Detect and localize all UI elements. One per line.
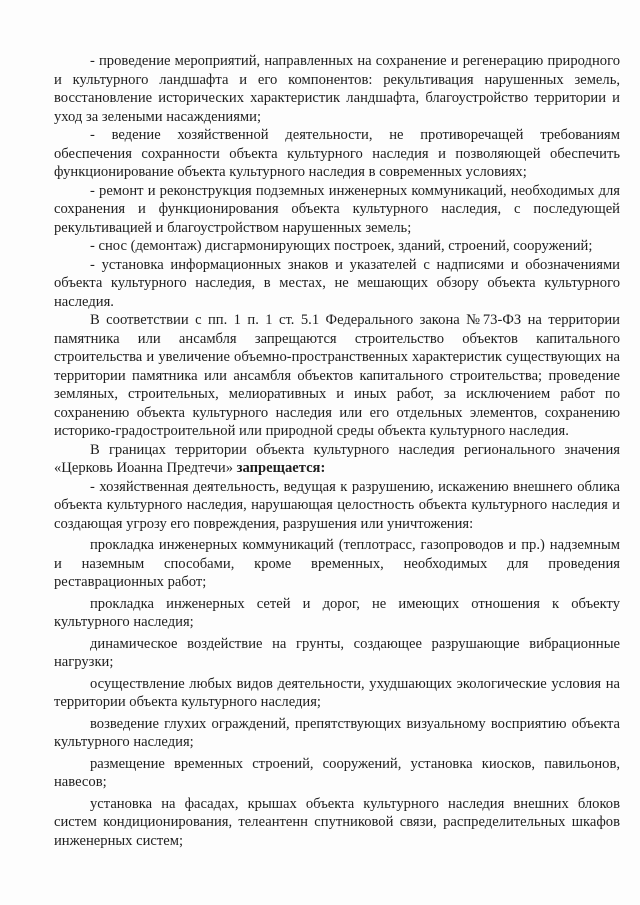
list-item-facade-equipment: установка на фасадах, крышах объекта культурного наследия внешних блоков систем кондиционирования, телеантенн спутниковой связи, распределительных шкафов инженерных систем; (54, 795, 620, 849)
document-body (54, 52, 620, 850)
paragraph-prohibition-intro (54, 441, 620, 478)
list-item-destructive-activity: - хозяйственная деятельность, ведущая к разрушению, искажению внешнего облика объекта культурного наследия, нарушающая целостность объекта культурного наследия и создающая угрозу его повреждения, разрушения или уничтожения: (54, 478, 620, 532)
list-item-solid-fences: возведение глухих ограждений, препятствующих визуальному восприятию объекта культурного наследия; (54, 715, 620, 750)
paragraph-economic-activity: - ведение хозяйственной деятельности, не противоречащей требованиям обеспечения сохранности объекта культурного наследия и позволяющей обеспечить функционирование объекта культурного наследия в современных условиях; (54, 127, 620, 180)
list-item-temporary-structures: размещение временных строений, сооружений, установка киосков, павильонов, навесов; (54, 755, 620, 790)
paragraph-demolition: - снос (демонтаж) дисгармонирующих построек, зданий, строений, сооружений; (90, 238, 593, 254)
paragraph-information-signs: - установка информационных знаков и указателей с надписями и обозначениями объекта культурного наследия, в местах, не мешающих обзору объекта культурного наследия. (54, 256, 620, 310)
paragraph-federal-law: В соответствии с пп. 1 п. 1 ст. 5.1 Федерального закона №73-ФЗ на территории памятника или ансамбля запрещаются строительство объектов капитального строительства и увеличение объемно-пространственных характеристик существующих на территории памятника или ансамбля объектов капитального строительства; проведение земляных, строительных, мелиоративных и иных работ, за исключением работ по сохранению объекта культурного наследия или его отдельных элементов, сохранению историко-градостроительной или природной среды объекта культурного наследия. (54, 312, 620, 439)
list-item-engineering-communications: прокладка инженерных коммуникаций (теплотрасс, газопроводов и пр.) надземным и наземным способами, кроме временных, необходимых для проведения реставрационных работ; (54, 537, 620, 590)
prohibition-bold-text: запрещается: (236, 460, 326, 476)
list-item-ecological-conditions: осуществление любых видов деятельности, ухудшающих экологические условия на территории объекта культурного наследия; (54, 675, 620, 710)
list-item-dynamic-impact: динамическое воздействие на грунты, создающее разрушающие вибрационные нагрузки; (54, 635, 620, 670)
list-item-networks-roads: прокладка инженерных сетей и дорог, не имеющих отношения к объекту культурного наследия; (54, 595, 620, 630)
prohibition-intro-text: В границах территории объекта культурного наследия регионального значения «Церковь Иоанна Предтечи» (54, 441, 620, 476)
paragraph-landscape-measures: - проведение мероприятий, направленных на сохранение и регенерацию природного и культурного ландшафта и его компонентов: рекультивация нарушенных земель, восстановление исторических характеристик ландшафта, благоустройство территории и уход за зелеными насаждениями; (54, 53, 620, 125)
paragraph-underground-utilities: - ремонт и реконструкция подземных инженерных коммуникаций, необходимых для сохранения и функционирования объекта культурного наследия, с последующей рекультивацией и благоустройством нарушенных земель; (54, 182, 620, 236)
